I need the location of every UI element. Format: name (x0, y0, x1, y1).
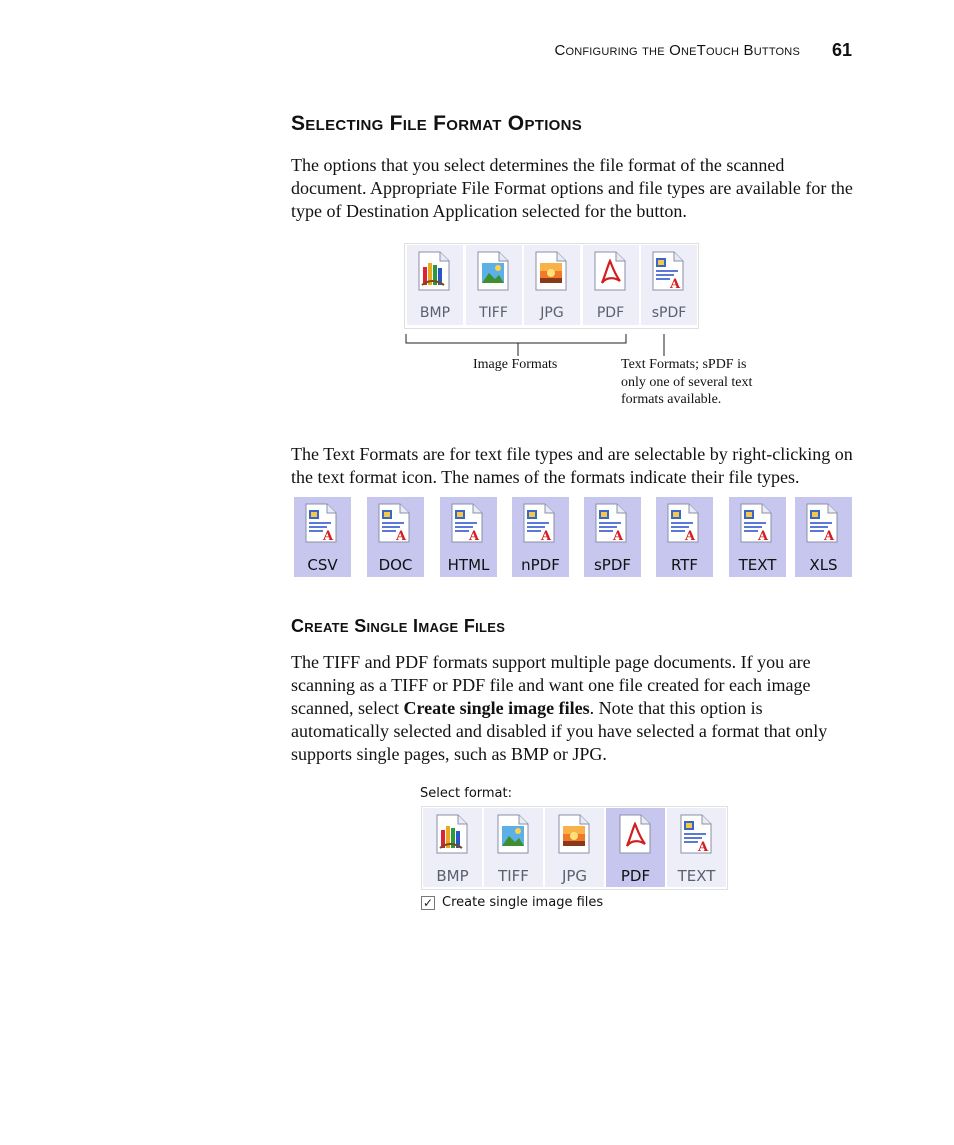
bmp-file-icon (436, 814, 468, 854)
format-tile-jpg[interactable] (524, 245, 580, 325)
create-single-image-checkbox[interactable] (421, 896, 435, 910)
format-tile-bmp[interactable] (423, 808, 482, 887)
caption-image-formats: Image Formats (473, 357, 558, 372)
text-format-tile-html[interactable] (440, 497, 497, 577)
format-tile-label: BMP (436, 867, 469, 885)
text-file-icon (680, 814, 712, 854)
text-format-tile-rtf[interactable] (656, 497, 713, 577)
format-tile-tiff[interactable] (484, 808, 543, 887)
svg-text:A: A (670, 277, 681, 292)
header-title: Configuring the OneTouch Buttons (554, 42, 800, 59)
pdf-file-icon (594, 251, 626, 291)
format-strip (404, 243, 699, 329)
single-image-paragraph: The TIFF and PDF formats support multiple page documents. If you are scanning as a TIFF or PDF file and want one file created for each image scanned, select Create single image files. Note that this option is automatically selected and disabled if you have selected a format that only supports single pages, such as BMP or JPG. (291, 652, 828, 764)
format-tile-jpg[interactable] (545, 808, 604, 887)
text-file-icon (740, 503, 772, 543)
svg-text:A: A (824, 529, 835, 544)
svg-text:A: A (613, 529, 624, 544)
format-tile-spdf[interactable] (641, 245, 697, 325)
jpg-file-icon (535, 251, 567, 291)
intro-paragraph: The options that you select determines the file format of the scanned document. Appropriate File Format options and file types are available for the type of Destination Application selected for the button. (291, 155, 853, 221)
format-tile-label: TEXT (677, 867, 716, 885)
format-tile-label: JPG (561, 867, 588, 885)
text-format-tile-doc[interactable] (367, 497, 424, 577)
text-format-tile-npdf[interactable] (512, 497, 569, 577)
format-tile-label: JPG (540, 305, 564, 321)
svg-text:A: A (469, 529, 480, 544)
text-file-icon (652, 251, 684, 291)
format-tile-label: BMP (419, 305, 451, 321)
text-format-label: XLS (809, 556, 838, 574)
tiff-file-icon (497, 814, 529, 854)
format-tile-label: TIFF (498, 867, 529, 885)
format-tile-label: PDF (620, 867, 651, 885)
text-file-icon (595, 503, 627, 543)
select-format-label: Select format: (420, 786, 512, 801)
format-tile-pdf[interactable] (606, 808, 665, 887)
svg-text:A: A (541, 529, 552, 544)
text-file-icon (305, 503, 337, 543)
tiff-file-icon (477, 251, 509, 291)
text-format-label: DOC (378, 556, 413, 574)
format-tile-bmp[interactable] (407, 245, 463, 325)
jpg-file-icon (558, 814, 590, 854)
svg-text:A: A (685, 529, 696, 544)
text-format-label: CSV (307, 556, 338, 574)
svg-text:A: A (396, 529, 407, 544)
text-format-label: RTF (670, 556, 699, 574)
section-heading-single-image: Create Single Image Files (291, 616, 506, 636)
page-number: 61 (831, 40, 852, 60)
text-file-icon (523, 503, 555, 543)
select-format-strip (421, 806, 728, 890)
checkmark-icon: ✓ (422, 896, 434, 910)
text-format-tile-spdf[interactable] (584, 497, 641, 577)
format-tile-text[interactable] (667, 808, 726, 887)
text-format-label: sPDF (593, 556, 632, 574)
svg-text:A: A (758, 529, 769, 544)
text-format-tile-csv[interactable] (294, 497, 351, 577)
text-format-tile-xls[interactable] (795, 497, 852, 577)
text-formats-paragraph: The Text Formats are for text file types and are selectable by right-clicking on the text format icon. The names of the formats indicate their file types. (291, 444, 853, 487)
text-file-icon (806, 503, 838, 543)
pdf-file-icon (619, 814, 651, 854)
bmp-file-icon (418, 251, 450, 291)
format-tile-label: TIFF (479, 305, 508, 321)
text-file-icon (667, 503, 699, 543)
format-tile-label: PDF (596, 305, 625, 321)
text-format-label: nPDF (521, 556, 560, 574)
bold-option-name: Create single image files (403, 698, 590, 718)
section-heading-file-format: Selecting File Format Options (291, 112, 583, 135)
text-format-label: HTML (447, 556, 490, 574)
text-file-icon (378, 503, 410, 543)
caption-text-formats: Text Formats; sPDF is only one of several text formats available. (621, 357, 753, 407)
text-file-icon (451, 503, 483, 543)
running-header (300, 40, 854, 64)
svg-text:A: A (697, 840, 708, 855)
svg-text:A: A (323, 529, 334, 544)
format-tile-pdf[interactable] (583, 245, 639, 325)
format-tile-label: sPDF (651, 305, 687, 321)
text-format-tile-text[interactable] (729, 497, 786, 577)
create-single-image-label[interactable]: Create single image files (442, 895, 604, 910)
text-format-label: TEXT (738, 556, 777, 574)
format-tile-tiff[interactable] (466, 245, 522, 325)
